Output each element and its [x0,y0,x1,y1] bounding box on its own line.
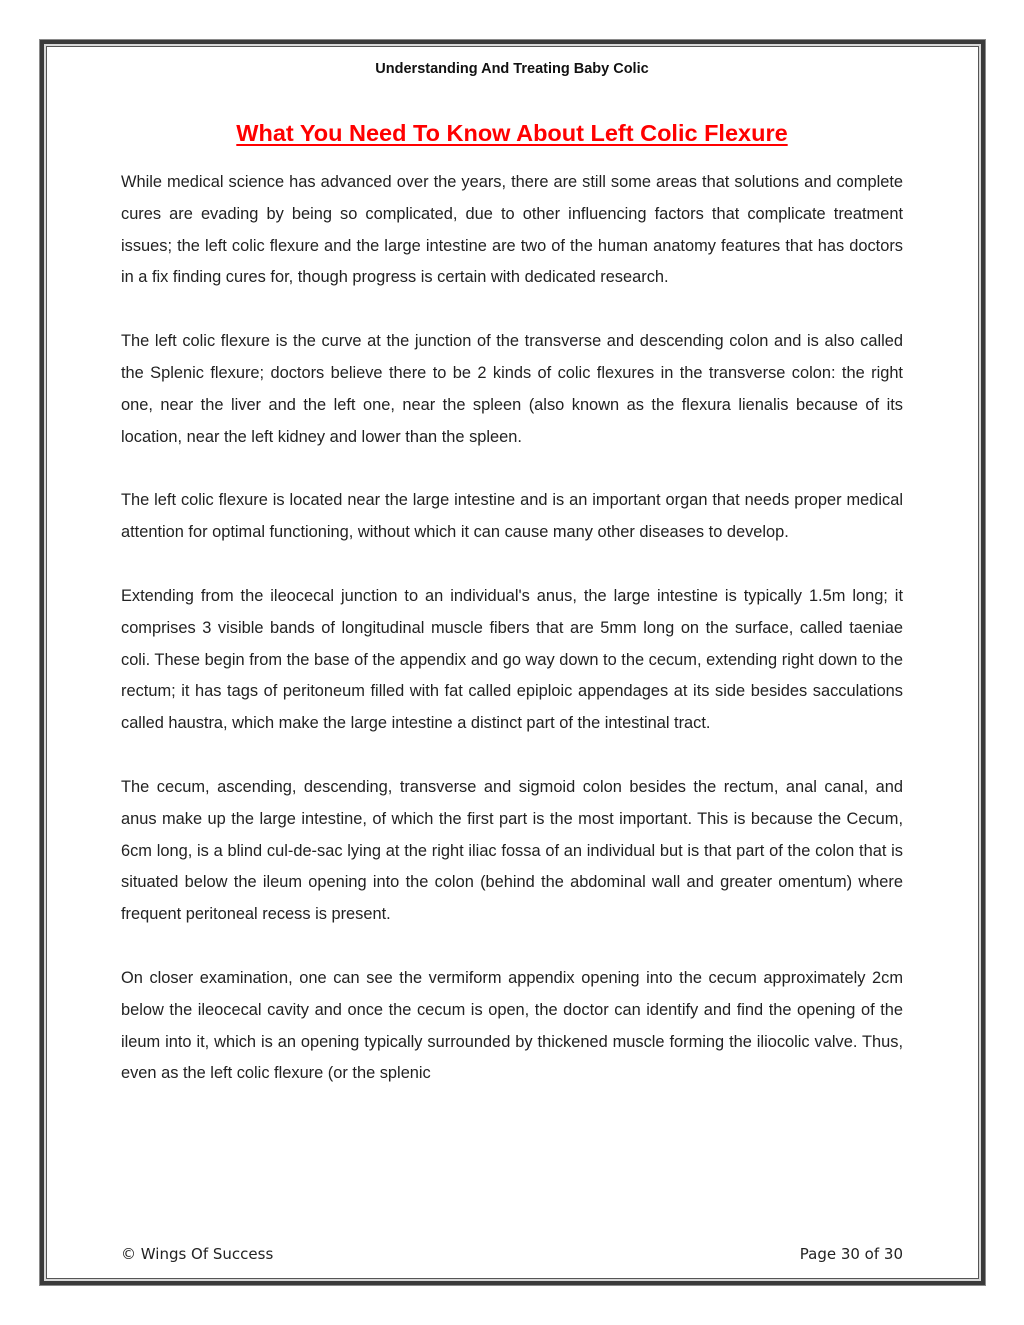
paragraph: While medical science has advanced over the years, there are still some areas that solutions and complete cures are evading by being so complicated, due to other influencing factors that complicate treatment issues; the left colic flexure and the large intestine are two of the human anatomy features that has doctors in a fix finding cures for, though progress is certain with dedicated research. [121,173,903,287]
paragraph: The left colic flexure is the curve at the junction of the transverse and descending colon and is also called the Splenic flexure; doctors believe there to be 2 kinds of colic flexures in the transverse colon: the right one, near the liver and the left one, near the spleen (also known as the flexura lienalis because of its location, near the left kidney and lower than the spleen. [121,332,903,446]
paragraph: The left colic flexure is located near the large intestine and is an important organ that needs proper medical attention for optimal functioning, without which it can cause many other diseases to develop. [121,491,903,542]
paragraph: On closer examination, one can see the vermiform appendix opening into the cecum approximately 2cm below the ileocecal cavity and once the cecum is open, the doctor can identify and find the opening of the ileum into it, which is an opening typically surrounded by thickened muscle forming the iliocolic valve. Thus, even as the left colic flexure (or the splenic [121,968,903,1083]
paragraph: Extending from the ileocecal junction to an individual's anus, the large intestine is typically 1.5m long; it comprises 3 visible bands of longitudinal muscle fibers that are 5mm long on the surface, called taeniae coli. These begin from the base of the appendix and go way down to the cecum, extending right down to the rectum; it has tags of peritoneum filled with fat called epiploic appendages at its side besides sacculations called haustra, which make the large intestine a distinct part of the intestinal tract. [121,586,903,733]
running-header: Understanding And Treating Baby Colic [375,61,649,77]
document-body [121,167,903,1122]
document-title: What You Need To Know About Left Colic Flexure [236,120,788,146]
footer-copyright: © Wings Of Success [121,1245,274,1263]
paragraph: The cecum, ascending, descending, transverse and sigmoid colon besides the rectum, anal canal, and anus make up the large intestine, of which the first part is the most important. This is because the Cecum, 6cm long, is a blind cul-de-sac lying at the right iliac fossa of an individual but is that part of the colon that is situated below the ileum opening into the colon (behind the abdominal wall and greater omentum) where frequent peritoneal recess is present. [121,777,903,924]
footer-page-number: Page 30 of 30 [799,1245,903,1263]
